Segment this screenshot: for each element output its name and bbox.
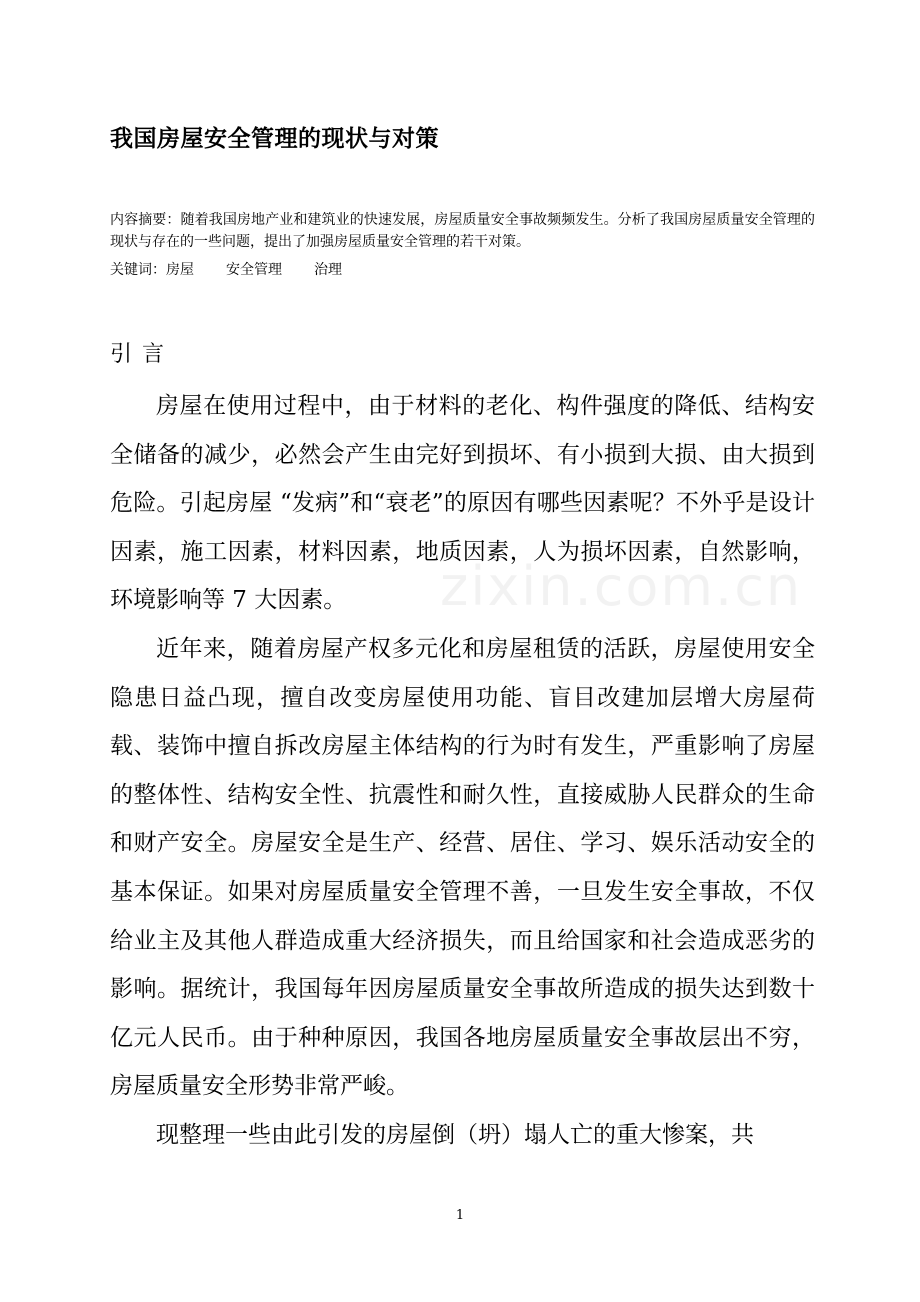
keyword-item: 治理 [314,262,342,278]
watermark: zixin.com.cn [440,555,803,618]
body-text [110,382,815,1160]
page-number: 1 [455,1208,465,1223]
paragraph: 近年来，随着房屋产权多元化和房屋租赁的活跃，房屋使用安全隐患日益凸现，擅自改变房屋使用功能、盲目改建加层增大房屋荷载、装饰中擅自拆改房屋主体结构的行为时有发生，严重影响了房屋的整体性、结构安全性、抗震性和耐久性，直接威胁人民群众的生命和财产安全。房屋安全是生产、经营、居住、学习、娱乐活动安全的基本保证。如果对房屋质量安全管理不善，一旦发生安全事故，不仅给业主及其他人群造成重大经济损失，而且给国家和社会造成恶劣的影响。据统计，我国每年因房屋质量安全事故所造成的损失达到数十亿元人民币。由于种种原因，我国各地房屋质量安全事故层出不穷，房屋质量安全形势非常严峻。 [110,635,815,1100]
keyword-item: 房屋 [166,262,194,278]
paragraph: 现整理一些由此引发的房屋倒（坍）塌人亡的重大惨案，共 [156,1121,754,1148]
keyword-item: 安全管理 [226,262,282,278]
document-title: 我国房屋安全管理的现状与对策 [110,125,439,152]
section-heading: 引言 [110,342,175,367]
abstract [110,209,815,253]
paragraph: 房屋在使用过程中，由于材料的老化、构件强度的降低、结构安全储备的减少，必然会产生由完好到损坏、有小损到大损、由大损到危险。引起房屋 “发病”和“衰老”的原因有哪些因素呢？不外乎是设计因素，施工因素，材料因素，地质因素，人为损坏因素，自然影响，环境影响等 7 大因素。 [110,393,815,614]
keywords-line [110,259,342,281]
abstract-text: 内容摘要：随着我国房地产业和建筑业的快速发展，房屋质量安全事故频频发生。分析了我国房屋质量安全管理的现状与存在的一些问题，提出了加强房屋质量安全管理的若干对策。 [110,212,815,250]
keywords-label: 关键词： [110,262,166,278]
